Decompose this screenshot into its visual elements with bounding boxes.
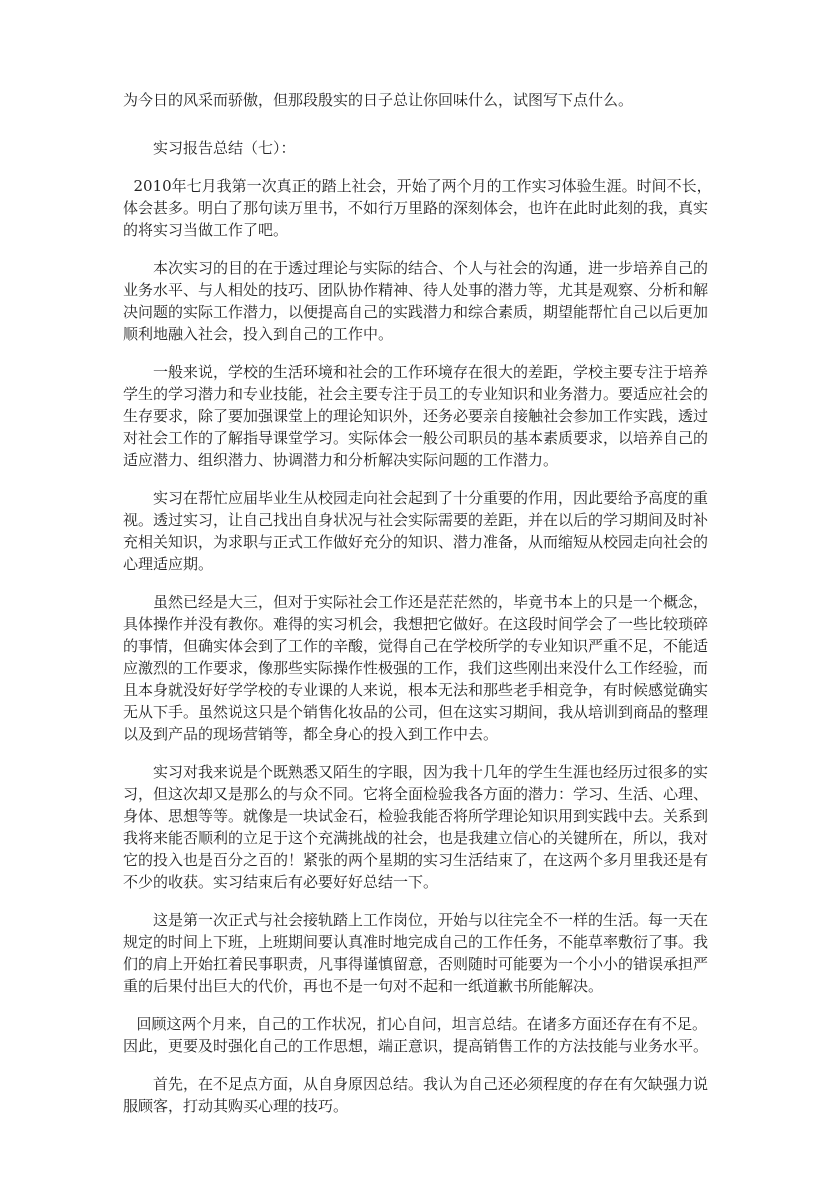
paragraph: [123, 89, 707, 111]
text-line: 对社会工作的了解指导课堂学习。实际体会一般公司职员的基本素质要求，以培养自己的: [123, 429, 709, 447]
text-line: 心理适应期。: [123, 555, 214, 573]
paragraph: [123, 257, 707, 345]
text-line: 的事情，但确实体会到了工作的辛酸，觉得自己在学校所学的专业知识严重不足，不能适: [123, 637, 709, 655]
text-line: 体会甚多。明白了那句读万里书，不如行万里路的深刻体会，也许在此时此刻的我，真实: [123, 199, 709, 217]
text-line: 顺利地融入社会，投入到自己的工作中。: [123, 325, 394, 343]
text-line: 视。透过实习，让自己找出自身状况与社会实际需要的差距，并在以后的学习期间及时补: [123, 511, 709, 529]
text-line: 实习对我来说是个既熟悉又陌生的字眼，因为我十几年的学生生涯也经历过很多的实: [153, 763, 709, 781]
text-line: 重的后果付出巨大的代价，再也不是一句对不起和一纸道歉书所能解决。: [123, 977, 604, 995]
text-line: 实习在帮忙应届毕业生从校园走向社会起到了十分重要的作用，因此要给予高度的重: [153, 489, 709, 507]
paragraph: [123, 175, 712, 241]
paragraph: [123, 591, 707, 745]
text-line: 一般来说，学校的生活环境和社会的工作环境存在很大的差距，学校主要专注于培养: [153, 363, 709, 381]
text-line: 规定的时间上下班，上班期间要认真准时地完成自己的工作任务，不能草率敷衍了事。我: [123, 933, 709, 951]
text-line: 无从下手。虽然说这只是个销售化妆品的公司，但在这实习期间，我从培训到商品的整理: [123, 703, 709, 721]
text-line: 适应潜力、组织潜力、协调潜力和分析解决实际问题的工作潜力。: [123, 451, 559, 469]
paragraph: [123, 487, 707, 575]
text-line: 虽然已经是大三，但对于实际社会工作还是茫茫然的，毕竟书本上的只是一个概念，: [153, 593, 709, 611]
paragraph: [123, 361, 707, 471]
text-line: 这是第一次正式与社会接轨踏上工作岗位，开始与以往完全不一样的生活。每一天在: [153, 911, 709, 929]
text-line: 应激烈的工作要求，像那些实际操作性极强的工作，我们这些刚出来没什么工作经验，而: [123, 659, 709, 677]
text-line: 以及到产品的现场营销等，都全身心的投入到工作中去。: [123, 725, 499, 743]
text-line: 学生的学习潜力和专业技能，社会主要专注于员工的专业知识和业务潜力。要适应社会的: [123, 385, 709, 403]
text-line: 具体操作并没有教你。难得的实习机会，我想把它做好。在这段时间学会了一些比较琐碎: [123, 615, 709, 633]
text-line: 首先，在不足点方面，从自身原因总结。我认为自己还必须程度的存在有欠缺强力说: [153, 1075, 709, 1093]
text-line: 为今日的风采而骄傲，但那段殷实的日子总让你回味什么，试图写下点什么。: [123, 91, 634, 109]
text-line: 身体、思想等等。就像是一块试金石，检验我能否将所学理论知识用到实践中去。关系到: [123, 807, 709, 825]
text-line: 实习报告总结（七）：: [153, 139, 296, 157]
text-line: 我将来能否顺利的立足于这个充满挑战的社会，也是我建立信心的关键所在，所以，我对: [123, 829, 709, 847]
text-line: 本次实习的目的在于透过理论与实际的结合、个人与社会的沟通，进一步培养自己的: [153, 259, 709, 277]
text-line: 生存要求，除了要加强课堂上的理论知识外，还务必要亲自接触社会参加工作实践，透过: [123, 407, 709, 425]
text-line: 充相关知识，为求职与正式工作做好充分的知识、潜力准备，从而缩短从校园走向社会的: [123, 533, 709, 551]
paragraph: [123, 761, 707, 893]
text-line: 它的投入也是百分之百的！紧张的两个星期的实习生活结束了，在这两个多月里我还是有: [123, 851, 709, 869]
text-line: 且本身就没好好学学校的专业课的人来说，根本无法和那些老手相竞争，有时候感觉确实: [123, 681, 709, 699]
text-line: 们的肩上开始扛着民事职责，凡事得谨慎留意，否则随时可能要为一个小小的错误承担严: [123, 955, 709, 973]
document-body: [123, 89, 712, 1133]
text-line: 回顾这两个月来，自己的工作状况，扪心自问，坦言总结。在诸多方面还存在有不足。: [136, 1015, 707, 1033]
paragraph: [123, 1073, 707, 1117]
text-line: 业务水平、与人相处的技巧、团队协作精神、待人处事的潜力等，尤其是观察、分析和解: [123, 281, 709, 299]
paragraph: [123, 909, 707, 997]
section-heading: [123, 137, 707, 159]
text-line: 2010年七月我第一次真正的踏上社会，开始了两个月的工作实习体验生涯。时间不长，: [133, 177, 712, 195]
text-line: 习，但这次却又是那么的与众不同。它将全面检验我各方面的潜力：学习、生活、心理、: [123, 785, 709, 803]
text-line: 决问题的实际工作潜力，以便提高自己的实践潜力和综合素质，期望能帮忙自己以后更加: [123, 303, 709, 321]
text-line: 的将实习当做工作了吧。: [123, 221, 289, 239]
text-line: 不少的收获。实习结束后有必要好好总结一下。: [123, 873, 439, 891]
paragraph: [123, 1013, 707, 1057]
text-line: 服顾客，打动其购买心理的技巧。: [123, 1097, 349, 1115]
text-line: 因此，更要及时强化自己的工作思想，端正意识，提高销售工作的方法技能与业务水平。: [123, 1037, 709, 1055]
